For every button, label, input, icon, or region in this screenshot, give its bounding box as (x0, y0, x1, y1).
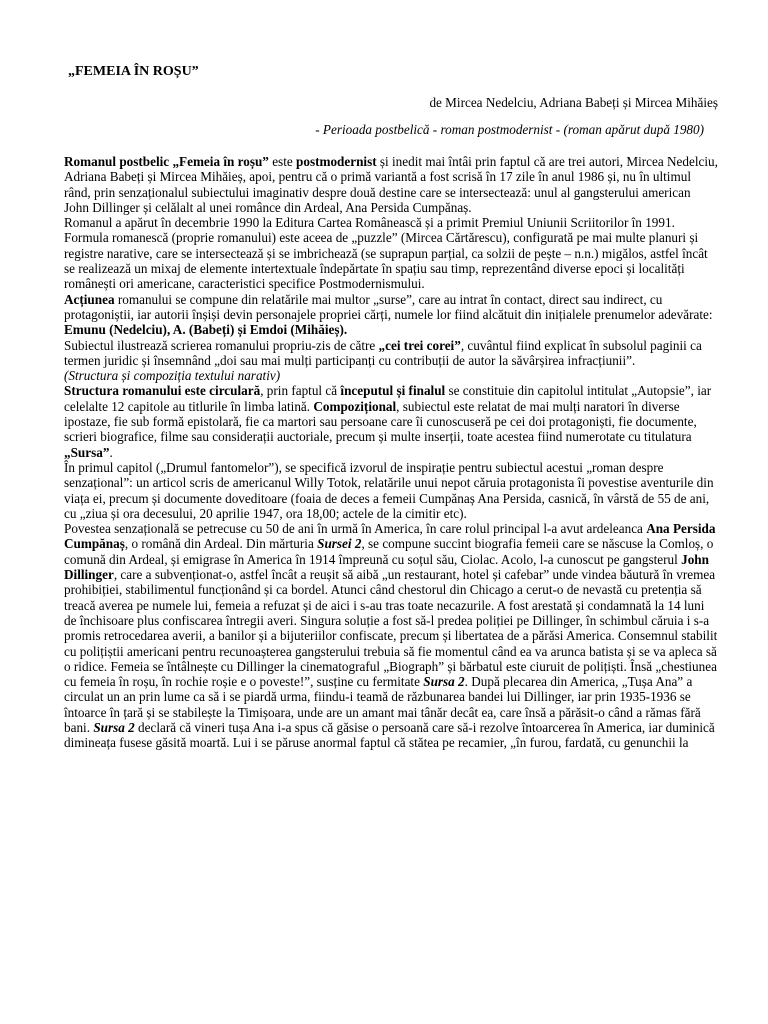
body-text: romanului se compune din relatările mai multor „surse”, care au intrat în contact, direct sau indirect, cu protagoniștii, iar autorii înșiși devin personajele propriei cărți, numele lor fiind alcătuit din inițialele prenumelor adevărate: (64, 291, 713, 322)
body-text: Subiectul ilustrează scrierea romanului propriu-zis de către (64, 337, 379, 353)
body-text: , se compune succint biografia femeii care se născuse la Comloș, o comună din Ardeal, și emigrase în America în 1914 împreună cu soțul său, Ciolac. Acolo, l-a cunoscut pe gangsterul (64, 536, 714, 567)
paragraph (64, 460, 718, 521)
body-text: În primul capitol („Drumul fantomelor”), se specifică izvorul de inspirație pentru subiectul acestui „roman despre senzațional”: un articol scris de americanul Willy Totok, relatările unui nepot căruia protagonista îi povestise aventurile din viața ei, precum și documente doveditoare (foaia de deces a femeii Cumpănaș Ana Persida, casnică, în vârstă de 55 de ani, cu „ziua și ora decesului, 20 aprilie 1947, ora 18,00; actele de la cimitir etc). (64, 459, 714, 521)
paragraph (64, 383, 718, 459)
emphasis-text: „Sursa” (64, 444, 110, 460)
body-text: declară că vineri tușa Ana i-a spus că găsise o persoană care să-i rezolve întoarcerea în America, iar duminică dimineața fusese găsită moartă. Lui i se păruse anormal faptul că stătea pe recamier, „în furou, fardată, cu genunchii la (64, 719, 715, 751)
emphasis-text (423, 674, 464, 689)
document-body (64, 154, 718, 751)
emphasis-text: Emunu (Nedelciu), A. (Babeți) și Emdoi (Mihăieș). (64, 322, 348, 338)
body-text: , cuvântul fiind explicat în subsolul paginii ca termen juridic și însemnând „doi sau mai mulți participanți cu contribuții de autor la săvârșirea infracțiunii”. (64, 337, 702, 368)
body-text: Povestea senzațională se petrecuse cu 50 de ani în urmă în America, în care rolul principal l-a avut ardeleanca (64, 521, 647, 537)
body-text: și inedit mai întâi prin faptul că are trei autori, Mircea Nedelciu, Adriana Babeți și Mircea Mihăieș, apoi, pentru că o primă variantă a fost scrisă în 17 zile în anul 1986 și, nu în ultimul rând, prin senzaționalul subiectului imaginativ despre două destine care se intersectează: unul al gangsterului american John Dillinger și celălalt al unei românce din Ardeal, Ana Persida Cumpănaș. (64, 154, 718, 215)
paragraph (64, 368, 718, 383)
emphasis-text: John Dillinger (64, 551, 709, 583)
emphasis-text: Structura romanului este circulară (64, 383, 261, 399)
paragraph (64, 338, 718, 369)
emphasis-text: Sursa 2 (93, 719, 135, 735)
paragraph (64, 215, 718, 230)
paragraph (64, 230, 718, 291)
body-text: Romanul a apărut în decembrie 1990 la Editura Cartea Românească și a primit Premiul Uniunii Scriitorilor în 1991. (64, 215, 675, 231)
emphasis-text: Acțiunea (64, 291, 115, 307)
body-text: , o română din Ardeal. Din mărturia (124, 536, 318, 552)
document-title: „FEMEIA ÎN ROȘU” (68, 64, 199, 79)
emphasis-text: Sursa 2 (423, 674, 465, 690)
body-text: este (268, 154, 297, 169)
body-text: . După plecarea din America, „Tușa Ana” a circulat un an prin lume ca să i se piardă urma, fiindu-i teamă de răzbunarea bandei lui Dillinger, iar prin 1935-1936 se întoarce în țară și se stabilește la Timișoara, unde are un amant mai tânăr decât ea, care însă a părăsit-o când a rămas fără bani. (64, 674, 701, 735)
paragraph (64, 154, 718, 215)
emphasis-text: Romanul postbelic „Femeia în roșu” (64, 154, 269, 169)
body-text: , care a subvenționat-o, astfel încât a reușit să aibă „un restaurant, hotel și cafebar” unde vindea băutură în vremea prohibiției, stabilimentul funcționând și ca bordel. Atunci când chestorul din Chicago a cerut-o de nevastă cu pretenția să treacă averea pe numele lui, femeia a refuzat și de aici i s-au tras toate necazurile. A fost arestată și condamnată la 14 luni de închisoare plus confiscarea întregii averi. Singura soluție a fost să-l predea poliției pe Dillinger, în schimbul căruia i s-a promis retrocedarea averii, a banilor și a bijuteriilor confiscate, precum și libertatea de a părăsi America. Consemnul stabilit cu polițiștii americani pentru recunoașterea gangsterului trebuia să fie momentul când ea va arunca batista și se va apleca să o ridice. Femeia se întâlnește cu Dillinger la cinematograful „Biograph” și bărbatul este ciuruit de polițiști. Însă „chestiunea cu femeia în roșu, în rochie roșie e o poveste!”, susține cu fermitate (64, 567, 718, 690)
emphasis-text (317, 536, 361, 551)
document-page (64, 62, 718, 751)
emphasis-text: postmodernist (296, 154, 377, 169)
body-text: , prin faptul că (260, 383, 341, 399)
paragraph (64, 521, 718, 750)
emphasis-text: Sursei 2 (317, 536, 362, 552)
emphasis-text: (Structura și compoziția textului narativ) (64, 368, 281, 384)
paragraph (64, 292, 718, 338)
period-subtitle: - Perioada postbelică - roman postmodernist - (roman apărut după 1980) (315, 122, 704, 137)
emphasis-text: Compozițional (313, 398, 397, 414)
emphasis-text: „cei trei corei” (378, 337, 461, 353)
body-text: . (109, 444, 113, 460)
body-text: , subiectul este relatat de mai mulți naratori în diverse ipostaze, fie sub formă epistolară, fie ca martori sau persoane care îi cunoscuseră pe cei doi protagoniști, fie documente, scrieri biografice, filme sau considerații auctoriale, precum și multe inserții, toate acestea fiind numerotate cu titulatura (64, 398, 697, 445)
emphasis-text: Ana Persida Cumpănaș (64, 521, 716, 552)
body-text: Formula romanescă (proprie romanului) este aceea de „puzzle” (Mircea Cărtărescu), configurată pe mai multe planuri și registre narative, care se intersectează și se imbrichează (se suprapun parțial, ca solzii de pește – n.n.) migălos, astfel încât se realizează un mixaj de elemente intertextuale îndepărtate în spațiu sau timp, reprezentând diverse epoci și localități românești ori americane, caracteristici specifice Postmodernismului. (64, 230, 708, 292)
emphasis-text: începutul și finalul (340, 383, 446, 399)
authors-line: de Mircea Nedelciu, Adriana Babeți și Mircea Mihăieș (429, 95, 718, 110)
emphasis-text (93, 720, 134, 735)
body-text: se constituie din capitolul intitulat „Autopsie”, iar celelalte 12 capitole au titlurile în limba latină. (64, 383, 712, 414)
